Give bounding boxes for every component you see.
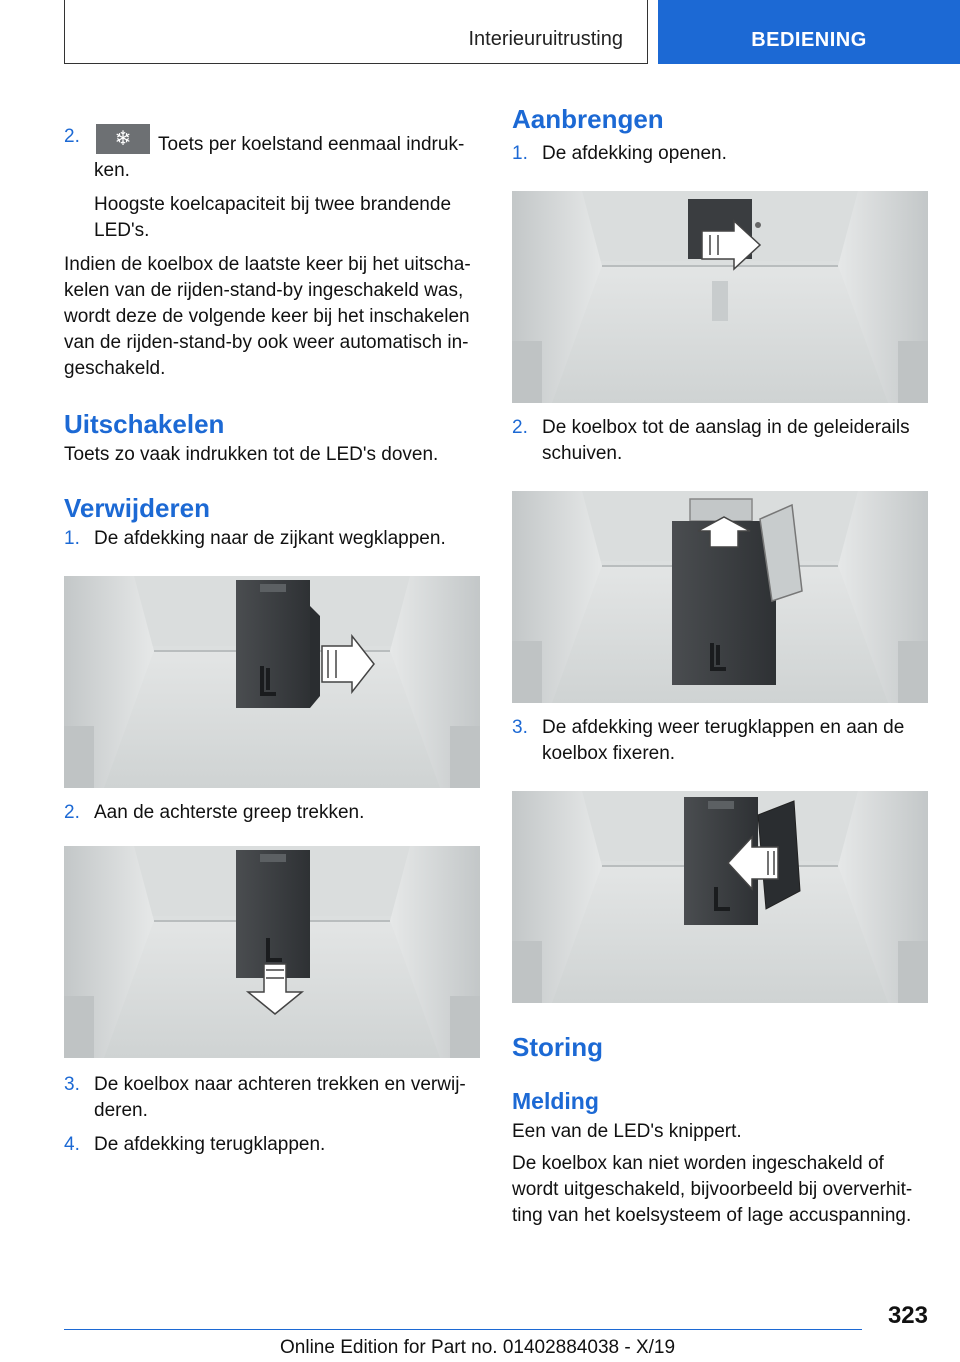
footer-edition: Online Edition for Part no. 01402884038 - X/19 [280,1337,676,1358]
heading-melding: Melding [512,1088,599,1114]
verwijderen-step-2 [64,800,480,826]
header-chapter-tab [658,0,960,64]
step-number: 3. [512,717,528,738]
right-column [512,100,928,1229]
snowflake-icon: ❄ [114,128,132,150]
uitschakelen-text: Toets zo vaak indrukken tot de LED's doven. [64,444,439,465]
header-chapter-title: BEDIENING [751,29,867,51]
step-number: 2. [512,417,528,438]
step-2-subtext: Hoogste koelcapaciteit bij twee brandende LED's. [94,194,452,241]
step-number: 1. [64,528,80,549]
verwijderen-step-3 [64,1072,480,1124]
page-number: 323 [887,1302,928,1329]
illustration-fold-cover-back [512,791,928,1003]
step-text: De afdekking weer terugklappen en aan de koelbox fixeren. [542,717,905,764]
melding-text-2: De koelbox kan niet worden ingeschakeld of wordt uitgeschakeld, bijvoorbeeld bij oververhit-ting van het koelsysteem of lage accuspanning. [512,1153,913,1226]
aanbrengen-step-3 [512,715,928,767]
step-text: Aan de achterste greep trekken. [94,802,365,823]
step-number: 3. [64,1074,80,1095]
header-section-box [64,0,648,64]
step-number: 2. [64,802,80,823]
heading-uitschakelen: Uitschakelen [64,409,225,439]
heading-storing: Storing [512,1032,603,1062]
step-text: De afdekking naar de zijkant wegklappen. [94,528,446,549]
verwijderen-step-1 [64,526,480,552]
illustration-fold-cover-aside [64,576,480,788]
step-text: Toets per koelstand eenmaal indruk-ken. [94,134,465,181]
auto-on-paragraph: Indien de koelbox de laatste keer bij het uitscha-kelen van de rijden-stand-by ingeschakeld was, wordt deze de volgende keer bij het inschakelen van de rijden-stand-by ook weer automatisch in-geschakeld. [64,254,471,379]
step-number: 2. [64,126,80,147]
step-number: 1. [512,143,528,164]
cooling-key-button [96,124,150,154]
step-text: De koelbox naar achteren trekken en verwij-deren. [94,1074,466,1121]
illustration-slide-in-box [512,491,928,703]
footer-divider [64,1329,862,1330]
step-text: De afdekking terugklappen. [94,1134,326,1155]
illustration-pull-rear-handle [64,846,480,1058]
aanbrengen-step-2 [512,415,928,467]
header-section-title: Interieuruitrusting [468,28,623,50]
step-text: De koelbox tot de aanslag in de geleiderails schuiven. [542,417,910,464]
step-text: De afdekking openen. [542,143,727,164]
melding-text-1: Een van de LED's knippert. [512,1121,742,1142]
step-2-cooling [64,124,480,184]
left-column [64,100,480,1158]
heading-verwijderen: Verwijderen [64,493,210,523]
step-number: 4. [64,1134,80,1155]
aanbrengen-step-1 [512,141,928,167]
heading-aanbrengen: Aanbrengen [512,104,664,134]
illustration-open-cover [512,191,928,403]
verwijderen-step-4 [64,1132,480,1158]
